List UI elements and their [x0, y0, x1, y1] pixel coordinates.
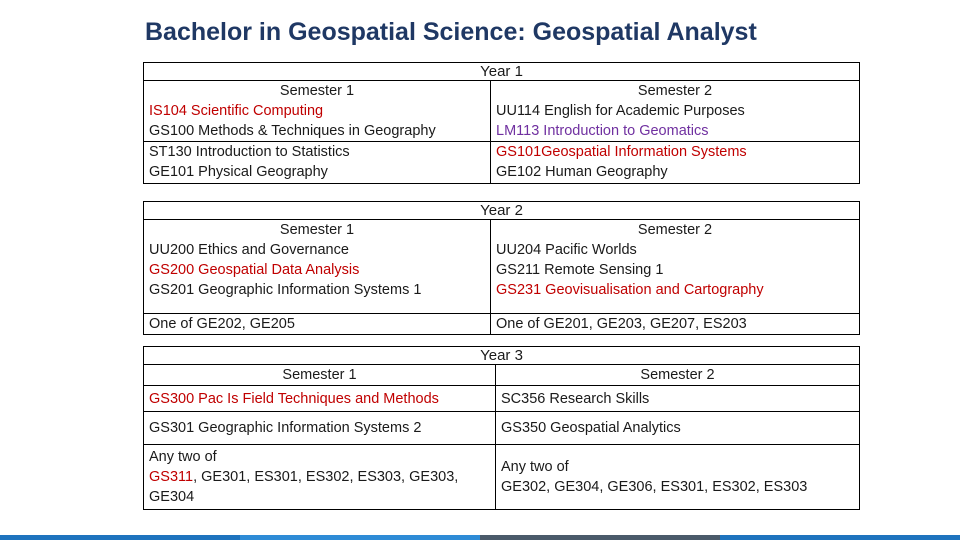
year2-sem2-cell [491, 220, 860, 314]
year2-sem2-elective: One of GE201, GE203, GE207, ES203 [491, 314, 860, 335]
course-gs200: GS200 Geospatial Data Analysis [149, 262, 360, 278]
course-gs211: GS211 Remote Sensing 1 [496, 262, 664, 278]
course-lm113: LM113 Introduction to Geomatics [496, 123, 709, 139]
footer-bar [0, 535, 960, 540]
footer-bar-segment [240, 535, 480, 540]
course-gs311: GS311 [149, 469, 194, 485]
year2-heading: Year 2 [144, 202, 860, 220]
course-st130: ST130 Introduction to Statistics [149, 144, 350, 160]
year3-sem2-elective [496, 445, 860, 510]
course-is104: IS104 Scientific Computing [149, 103, 324, 119]
course-gs300: GS300 Pac Is Field Techniques and Methods [144, 386, 496, 412]
year3-sem2-elective-intro: Any two of [501, 459, 569, 475]
year1-sem1-cell-b [144, 142, 491, 184]
course-gs301: GS301 Geographic Information Systems 2 [144, 412, 496, 445]
year2-table [143, 201, 860, 335]
year3-table [143, 346, 860, 510]
year1-table [143, 62, 860, 184]
year3-heading: Year 3 [144, 347, 860, 365]
year3-sem1-elective [144, 445, 496, 510]
course-gs101: GS101Geospatial Information Systems [496, 144, 747, 160]
year2-sem1-cell [144, 220, 491, 314]
year3-sem1-elective-list: , GE301, ES301, ES302, ES303, GE303, [193, 469, 459, 485]
course-ge102: GE102 Human Geography [496, 164, 668, 180]
footer-bar-segment [0, 535, 240, 540]
year1-heading: Year 1 [144, 63, 860, 81]
year3-sem1-label: Semester 1 [144, 365, 496, 386]
course-gs231: GS231 Geovisualisation and Cartography [496, 282, 764, 298]
year3-sem2-elective-list: GE302, GE304, GE306, ES301, ES302, ES303 [501, 479, 808, 495]
year1-sem2-label: Semester 2 [637, 83, 713, 99]
course-uu204: UU204 Pacific Worlds [496, 242, 637, 258]
course-uu114: UU114 English for Academic Purposes [496, 103, 745, 119]
year3-sem1-elective-last: GE304 [149, 489, 195, 505]
course-gs100: GS100 Methods & Techniques in Geography [149, 123, 436, 139]
course-ge101: GE101 Physical Geography [149, 164, 328, 180]
course-gs201: GS201 Geographic Information Systems 1 [149, 282, 422, 298]
year1-sem1-label: Semester 1 [279, 83, 355, 99]
year2-sem2-label: Semester 2 [637, 222, 713, 238]
year2-sem1-elective: One of GE202, GE205 [144, 314, 491, 335]
course-uu200: UU200 Ethics and Governance [149, 242, 349, 258]
year2-sem1-label: Semester 1 [279, 222, 355, 238]
course-sc356: SC356 Research Skills [496, 386, 860, 412]
footer-bar-segment [720, 535, 960, 540]
course-gs350: GS350 Geospatial Analytics [496, 412, 860, 445]
year1-sem1-cell [144, 81, 491, 142]
year3-sem1-elective-intro: Any two of [149, 449, 217, 465]
year3-sem2-label: Semester 2 [496, 365, 860, 386]
year1-sem2-cell-b [491, 142, 860, 184]
year1-sem2-cell [491, 81, 860, 142]
footer-bar-segment [480, 535, 720, 540]
page-title: Bachelor in Geospatial Science: Geospatial Analyst [145, 18, 757, 46]
